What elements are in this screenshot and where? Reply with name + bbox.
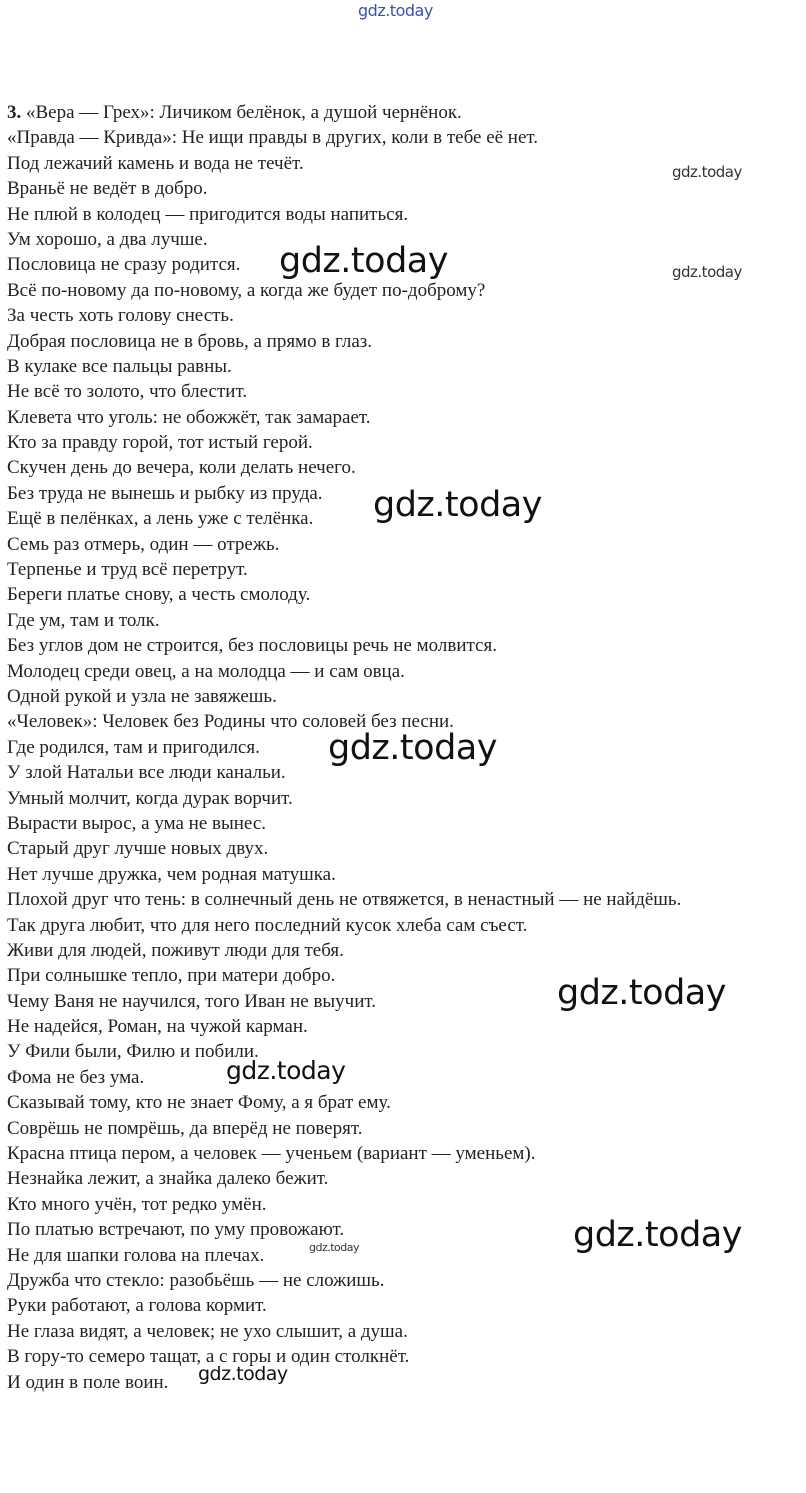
proverb-line: Умный молчит, когда дурак ворчит. <box>7 787 293 809</box>
proverb-line: В гору-то семеро тащат, а с горы и один столкнёт. <box>7 1346 410 1368</box>
proverb-line: Так друга любит, что для него последний кусок хлеба сам съест. <box>7 914 528 936</box>
proverb-line: По платью встречают, по уму провожают. <box>7 1219 345 1241</box>
proverb-line: Не всё то золото, что блестит. <box>7 381 248 403</box>
proverb-line: В кулаке все пальцы равны. <box>7 355 232 377</box>
proverb-line: Ум хорошо, а два лучше. <box>7 228 208 250</box>
proverb-line: Пословица не сразу родится. <box>7 254 241 276</box>
proverb-line: У Фили были, Филю и побили. <box>7 1041 259 1063</box>
proverb-line: Клевета что уголь: не обожжёт, так замарает. <box>7 406 371 428</box>
proverb-line: Где ум, там и толк. <box>7 609 160 631</box>
proverb-line: Нет лучше дружка, чем родная матушка. <box>7 863 336 885</box>
proverb-line: Живи для людей, поживут люди для тебя. <box>7 939 344 961</box>
proverb-line: Чему Ваня не научился, того Иван не выучит. <box>7 990 377 1012</box>
watermark-large: gdz.today <box>573 1215 742 1255</box>
proverb-line: Не для шапки голова на плечах. <box>7 1244 265 1266</box>
proverb-line: Где родился, там и пригодился. <box>7 736 260 758</box>
proverb-line: Дружба что стекло: разобьёшь — не сложишь. <box>7 1269 385 1291</box>
proverb-line: Без труда не вынешь и рыбку из пруда. <box>7 482 323 504</box>
proverb-line: Добрая пословица не в бровь, а прямо в глаз. <box>7 330 373 352</box>
watermark-large: gdz.today <box>279 241 448 281</box>
proverb-line: Скучен день до вечера, коли делать нечего. <box>7 457 356 479</box>
proverb-line: Ещё в пелёнках, а лень уже с телёнка. <box>7 508 314 530</box>
proverb-line: Молодец среди овец, а на молодца — и сам овца. <box>7 660 405 682</box>
proverb-line: Сказывай тому, кто не знает Фому, а я брат ему. <box>7 1092 391 1114</box>
watermark-medium: gdz.today <box>198 1363 288 1385</box>
proverb-line: «Человек»: Человек без Родины что соловей без песни. <box>7 711 454 733</box>
watermark-large: gdz.today <box>557 973 726 1013</box>
proverb-line <box>7 100 799 125</box>
proverb-line: Старый друг лучше новых двух. <box>7 838 269 860</box>
proverb-line: «Правда — Кривда»: Не ищи правды в других, коли в тебе её нет. <box>7 127 539 149</box>
proverb-line: Не надейся, Роман, на чужой карман. <box>7 1016 308 1038</box>
watermark-large: gdz.today <box>328 728 497 768</box>
proverb-line: Без углов дом не строится, без пословицы речь не молвится. <box>7 635 497 657</box>
proverb-line: Кто много учён, тот редко умён. <box>7 1193 267 1215</box>
watermark-large: gdz.today <box>373 485 542 525</box>
proverb-line: Кто за правду горой, тот истый герой. <box>7 432 313 454</box>
proverb-line: Незнайка лежит, а знайка далеко бежит. <box>7 1168 329 1190</box>
proverb-text: «Вера — Грех»: Личиком белёнок, а душой чернёнок. <box>21 102 462 123</box>
watermark-medium: gdz.today <box>226 1056 346 1085</box>
proverb-line: Береги платье снову, а честь смолоду. <box>7 584 311 606</box>
exercise-number: 3. <box>7 102 22 123</box>
watermark-tiny: gdz.today <box>309 1241 360 1254</box>
proverb-line: И один в поле воин. <box>7 1371 169 1393</box>
proverb-line: Семь раз отмерь, один — отрежь. <box>7 533 280 555</box>
proverb-line: Фома не без ума. <box>7 1066 145 1088</box>
proverb-line: При солнышке тепло, при матери добро. <box>7 965 336 987</box>
watermark-small: gdz.today <box>672 163 742 181</box>
watermark-top: gdz.today <box>358 1 433 20</box>
proverb-line: У злой Натальи все люди канальи. <box>7 762 286 784</box>
proverb-line: Под лежачий камень и вода не течёт. <box>7 152 304 174</box>
proverb-line: Враньё не ведёт в добро. <box>7 178 208 200</box>
proverb-line: За честь хоть голову снесть. <box>7 305 234 327</box>
proverb-line: Не плюй в колодец — пригодится воды напиться. <box>7 203 409 225</box>
proverb-line: Красна птица пером, а человек — ученьем (вариант — уменьем). <box>7 1143 536 1165</box>
proverb-line: Соврёшь не помрёшь, да вперёд не поверят. <box>7 1117 363 1139</box>
proverb-line: Одной рукой и узла не завяжешь. <box>7 685 277 707</box>
proverb-line: Всё по-новому да по-новому, а когда же будет по-доброму? <box>7 279 486 301</box>
proverb-line: Терпенье и труд всё перетрут. <box>7 559 248 581</box>
proverb-line: Руки работают, а голова кормит. <box>7 1295 267 1317</box>
proverb-line: Плохой друг что тень: в солнечный день не отвяжется, в ненастный — не найдёшь. <box>7 889 682 911</box>
watermark-small: gdz.today <box>672 263 742 281</box>
proverb-line: Вырасти вырос, а ума не вынес. <box>7 812 267 834</box>
proverb-line: Не глаза видят, а человек; не ухо слышит, а душа. <box>7 1320 408 1342</box>
